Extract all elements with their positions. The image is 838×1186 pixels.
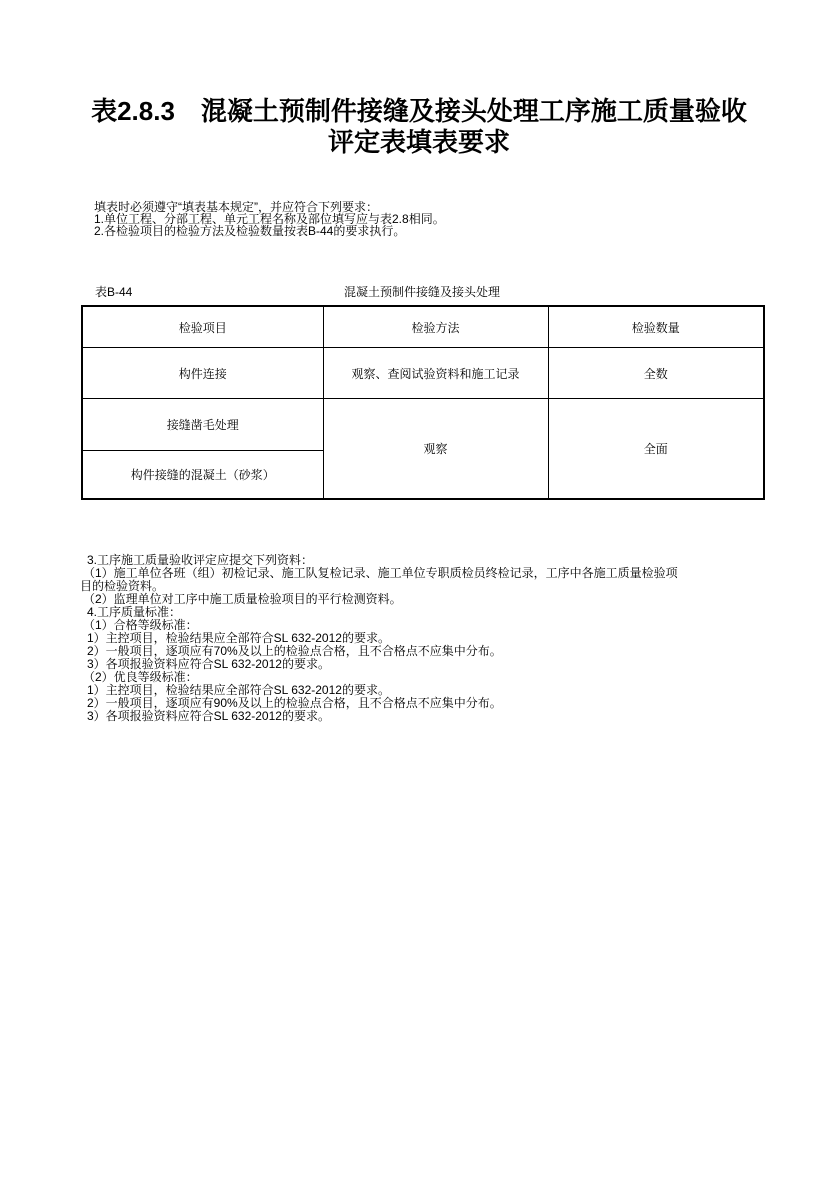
page-title [0, 96, 838, 158]
cell-item: 接缝凿毛处理 [82, 399, 323, 451]
note-line: （1）合格等级标准： [83, 618, 198, 632]
note-line: 2）一般项目，逐项应有70%及以上的检验点合格，且不合格点不应集中分布。 [87, 644, 502, 658]
note-line: 3.工序施工质量验收评定应提交下列资料： [87, 553, 314, 567]
cell-method-merged: 观察 [323, 399, 548, 500]
table-caption-row [81, 283, 763, 299]
header-cell-method: 检验方法 [323, 306, 548, 348]
table-label: 表B-44 [95, 285, 133, 299]
table-header-row [82, 306, 764, 348]
table-row [82, 348, 764, 399]
filling-requirements-heading: 填表时必须遵守“填表基本规定”，并应符合下列要求： [94, 200, 378, 214]
note-line: 3）各项报验资料应符合SL 632-2012的要求。 [87, 657, 330, 671]
note-line: 4.工序质量标准： [87, 605, 182, 619]
note-line: （2）优良等级标准： [83, 670, 198, 684]
cell-item: 构件连接 [82, 348, 323, 399]
table-row [82, 399, 764, 451]
notes-section [80, 554, 682, 723]
note-line: 1）主控项目，检验结果应全部符合SL 632-2012的要求。 [87, 631, 390, 645]
table-caption: 混凝土预制件接缝及接头处理 [343, 285, 500, 299]
note-line: （2）监理单位对工序中施工质量检验项目的平行检测资料。 [83, 592, 402, 606]
inspection-table [81, 305, 765, 500]
filling-requirement-item: 2.各检验项目的检验方法及检验数量按表B-44的要求执行。 [94, 224, 406, 238]
header-cell-item: 检验项目 [82, 306, 323, 348]
filling-requirement-item: 1.单位工程、分部工程、单元工程名称及部位填写应与表2.8相同。 [94, 212, 445, 226]
page-title-line1: 表2.8.3 混凝土预制件接缝及接头处理工序施工质量验收 [91, 96, 747, 126]
note-line: 1）主控项目，检验结果应全部符合SL 632-2012的要求。 [87, 683, 390, 697]
note-line: 2）一般项目，逐项应有90%及以上的检验点合格，且不合格点不应集中分布。 [87, 696, 502, 710]
header-cell-quantity: 检验数量 [548, 306, 764, 348]
filling-requirements [94, 201, 734, 237]
note-line: 3）各项报验资料应符合SL 632-2012的要求。 [87, 709, 330, 723]
note-line: （1）施工单位各班（组）初检记录、施工队复检记录、施工单位专职质检员终检记录，工序中各施工质量检验项目的检验资料。 [80, 566, 678, 593]
cell-item: 构件接缝的混凝土（砂浆） [82, 451, 323, 500]
cell-method: 观察、查阅试验资料和施工记录 [323, 348, 548, 399]
cell-quantity: 全数 [548, 348, 764, 399]
cell-quantity-merged: 全面 [548, 399, 764, 500]
page-title-line2: 评定表填表要求 [327, 127, 510, 157]
